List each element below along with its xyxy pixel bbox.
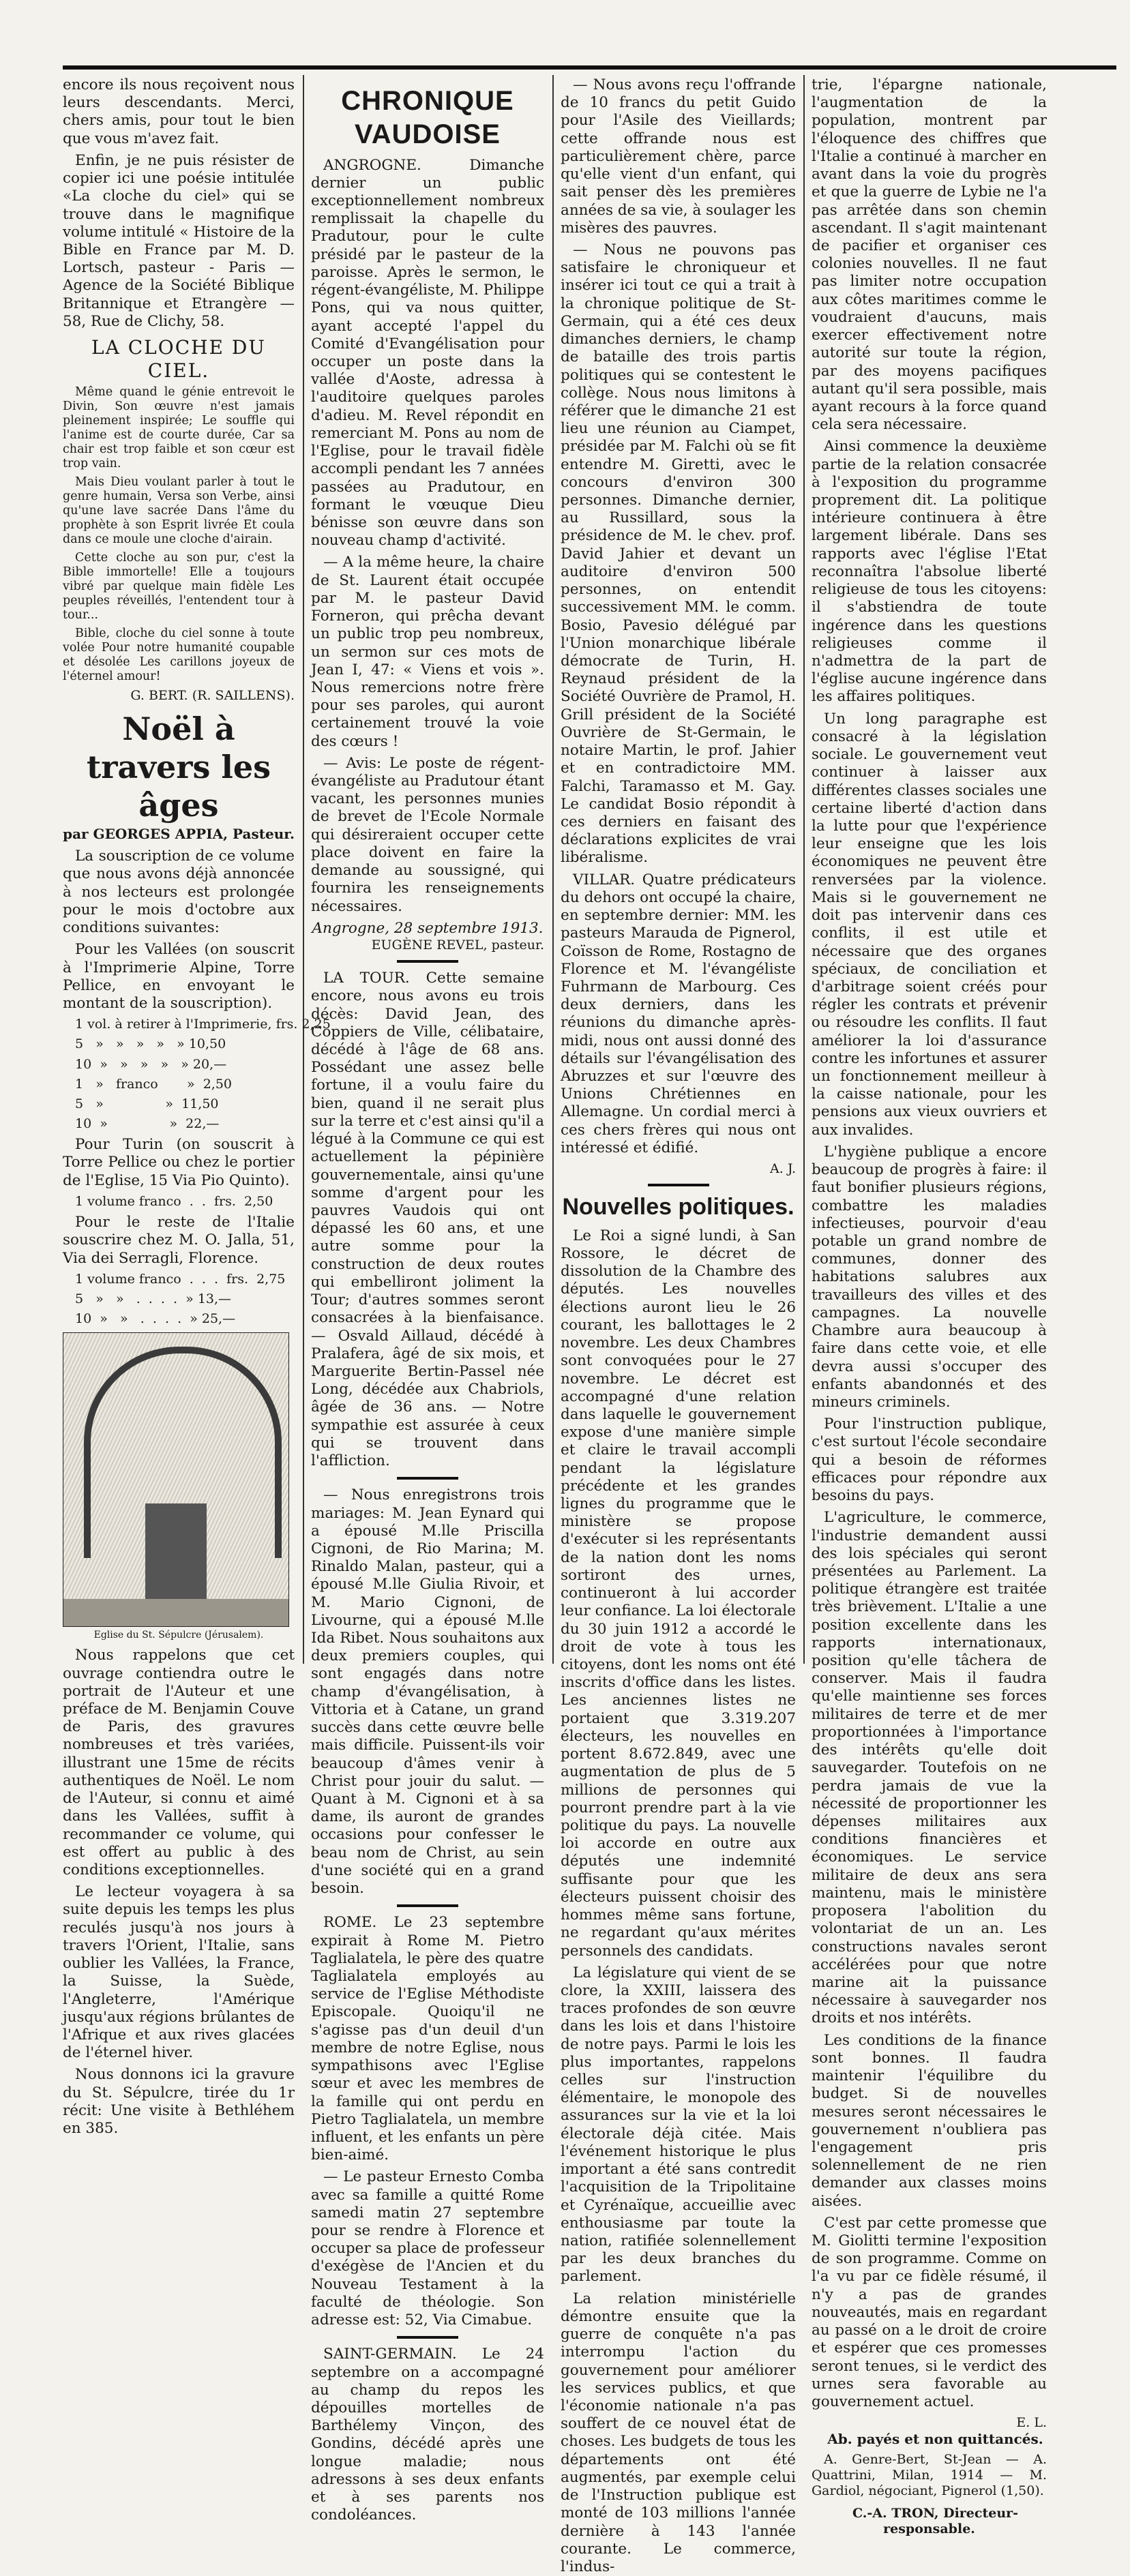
poem-stanza: Cette cloche au son pur, c'est la Bible immortelle! Elle a toujours vibré par quelque main fidèle Les peuples réveillés, l'entendent tour à tour... xyxy=(63,551,295,623)
tomb-shape xyxy=(145,1503,207,1606)
paragraph: Pour Turin (on souscrit à Torre Pellice ou chez le portier de l'Eglise, 15 Via Pio Quinto). xyxy=(63,1136,295,1189)
paragraph: — Avis: Le poste de régent-évangéliste au Pradutour étant vacant, les personnes munies de brevet de l'Ecole Normale qui désireraient occuper cette place doivent en faire la demande au soussigné, qui fournira les renseignements nécessaires. xyxy=(311,754,544,915)
paragraph: Pour les Vallées (on souscrit à l'Imprimerie Alpine, Torre Pellice, en envoyant le montant de la souscription). xyxy=(63,941,295,1013)
paragraph: L'agriculture, le commerce, l'industrie demandent aussi des lois spéciales qui seront présentées au Parlement. La politique étrangère est traitée très brièvement. L'Italie a une position excellente dans les rapports internationaux, position qu'elle tâchera de conserver. Mais il faudra qu'elle maintienne ses forces militaires de terre et de mer proportionnées à l'importance des intérêts qu'elle doit sauvegarder. Toutefois on ne perdra jamais de vue la nécessité de proportionner les dépenses militaires aux conditions financières et économiques. Le service militaire de deux ans sera maintenu, mais le ministère proposera l'abolition du volontariat de un an. Les constructions navales seront accélérées pour que notre marine ait la puissance nécessaire à sauvegarder nos droits et nos intérêts. xyxy=(812,1509,1047,2027)
poem-title: LA CLOCHE DU CIEL. xyxy=(91,336,266,383)
paragraph: trie, l'épargne nationale, l'augmentation de la population, montrent par l'éloquence des chiffres que l'Italie a continué à marcher en avant dans la voie du progrès et que la guerre de Lybie ne l'a pas arrêtée dans son chemin ascendant. Il s'agit maintenant de pacifier et organiser ces colonies nouvelles. Il ne faut pas limiter notre occupation aux côtes maritimes comme le voudraient d'aucuns, mais exercer effectivement notre autorité sur toute la région, par des moyens pacifiques autant qu'il sera possible, mais ayant recours à la force quand cela sera nécessaire. xyxy=(812,76,1047,434)
column-rule xyxy=(552,75,554,1664)
poem-stanza: Bible, cloche du ciel sonne à toute volée Pour notre humanité coupable et désolée Les carillons joyeux de l'éternel amour! xyxy=(63,627,295,684)
top-rule xyxy=(63,65,1116,70)
section-title-noel: Noël à travers les âges xyxy=(86,710,271,824)
price-line: 10 » » . . . . » 25,— xyxy=(75,1311,236,1327)
section-title-chronique: CHRONIQUE VAUDOISE xyxy=(341,86,514,149)
paragraph: La souscription de ce volume que nous avons déjà annoncée à nos lecteurs est prolongée pour le mois d'octobre aux conditions suivantes: xyxy=(63,848,295,937)
paragraph: Le Roi a signé lundi, à San Rossore, le décret de dissolution de la Chambre des députés. Les nouvelles élections auront lieu le 26 courant, les ballottages le 2 novembre. Les deux Chambres sont convoquées pour le 27 novembre. Le décret est accompagné d'une relation dans laquelle le gouvernement expose d'une manière simple et claire le travail accompli pendant la législature précédente et les grandes lignes du programme que le ministère se propose d'exécuter si les représentants de la nation dont les noms sortiront des urnes, continueront à lui accorder leur confiance. La loi électorale du 30 juin 1912 a accordé le droit de vote à tous les citoyens, dont les noms ont été inscrits d'office dans les listes. Les anciennes listes ne portaient que 3.319.207 électeurs, les nouvelles en portent 8.672.849, avec une augmentation de plus de 5 millions de personnes qui pourront prendre part à la vie politique du pays. La nouvelle loi accorde en outre aux députés une indemnité suffisante pour que les électeurs puissent choisir des hommes même sans fortune, ne regardant qu'aux mérites personnels des candidats. xyxy=(561,1227,796,1960)
paragraph: Le lecteur voyagera à sa suite depuis les temps les plus reculés jusqu'à nos jours à travers l'Orient, l'Italie, sans oublier les Vallées, la France, la Suisse, la Suède, l'Angleterre, l'Amérique jusqu'aux régions brûlantes de l'Afrique et aux rives glacées de l'éternel hiver. xyxy=(63,1883,295,2062)
paragraph: Pour le reste de l'Italie souscrire chez M. O. Jalla, 51, Via dei Serragli, Florence. xyxy=(63,1214,295,1267)
paragraph: La relation ministérielle démontre ensuite que la guerre de conquête n'a pas interrompu l'action du gouvernement pour améliorer les services publics, et que l'économie nationale n'a pas souffert de ce nouvel état de choses. Les budgets de tous les départements ont été augmentés, par exemple celui de l'Instruction publique est monté de 103 millions l'année dernière à 143 l'année courante. Le commerce, l'indus- xyxy=(561,2290,796,2575)
paragraph: — Nous enregistrons trois mariages: M. Jean Eynard qui a épousé M.lle Priscilla Cignoni, de Rio Marina; M. Rinaldo Malan, pasteur, qui a épousé M.lle Giulia Rivoir, et M. Mario Cignoni, de Livourne, qui a épousé M.lle Ida Ribet. Nous souhaitons aux deux premiers couples, qui sont engagés dans notre champ d'évangélisation, à Vittoria et à Catane, un grand succès dans cette œuvre belle mais difficile. Puissent-ils voir beaucoup d'âmes venir à Christ pour jouir du salut. — Quant à M. Cignoni et à sa dame, ils auront de grandes occasions pour confesser le beau nom de Christ, au sein d'une société qui en a grand besoin. xyxy=(311,1486,544,1898)
poem-stanza: Mais Dieu voulant parler à tout le genre humain, Versa son Verbe, ainsi qu'une lave sacrée Dans l'âme du prophète à son Esprit livrée Et coula dans ce moule une cloche d'airain. xyxy=(63,475,295,547)
paragraph: C'est par cette promesse que M. Giolitti termine l'exposition de son programme. Comme on l'a vu par ce fidèle résumé, il n'y a pas de grandes nouveautés, mais en regardant au passé on a le droit de croire et espérer que ces promesses seront tenues, si le verdict des urnes sera favorable au gouvernement actuel. xyxy=(812,2214,1047,2410)
column-rule xyxy=(303,75,304,1664)
price-line: 5 » » 11,50 xyxy=(75,1096,219,1111)
separator xyxy=(397,960,458,963)
column-1 xyxy=(63,76,331,2138)
price-line: 10 » » 22,— xyxy=(75,1116,220,1132)
poem-stanza: Même quand le génie entrevoit le Divin, Son œuvre n'est jamais pleinement inspirée; Le souffle qui l'anime est de courte durée, Car sa chair est trop faible et son cœur est trop vain. xyxy=(63,385,295,471)
subscriptions-list: A. Genre-Bert, St-Jean — A. Quattrini, Milan, 1914 — M. Gardiol, négociant, Pignerol (1,50). xyxy=(812,2451,1047,2499)
paragraph: SAINT-GERMAIN. Le 24 septembre on a accompagné au champ du repos les dépouilles mortelles de Barthélemy Vinçon, des Gondins, décédé après une longue maladie; nous adressons à ses deux enfants et à ses parents nos condoléances. xyxy=(311,2346,544,2524)
paragraph: — Nous avons reçu l'offrande de 10 francs du petit Guido pour l'Asile des Vieillards; cette offrande nous est particulièrement chère, parce qu'elle vient d'un enfant, qui sait penser dès les premières années de sa vie, à soulager les misères des pauvres. xyxy=(561,76,796,237)
paragraph: ROME. Le 23 septembre expirait à Rome M. Pietro Taglialatela, le père des quatre Taglialatela employés au service de l'Eglise Méthodiste Episcopale. Quoiqu'il ne s'agisse pas d'un deuil d'un membre de notre Eglise, nous sympathisons avec l'Eglise sœur et avec les membres de la famille qui ont perdu en Pietro Taglialatela, un membre influent, et les enfants un père bien-aimé. xyxy=(311,1914,544,2164)
price-line: 1 » franco » 2,50 xyxy=(75,1076,232,1092)
engraving-image xyxy=(63,1332,289,1627)
separator xyxy=(397,1477,458,1480)
paragraph: Nous rappelons que cet ouvrage contiendra outre le portrait de l'Auteur et une préface de M. Benjamin Couve de Paris, des gravures nombreuses et très variées, illustrant une 15me de récits authentiques de Noël. Le nom de l'Auteur, si connu et aimé dans les Vallées, suffit à recommander ce volume, qui est offert au public à des conditions exceptionnelles. xyxy=(63,1647,295,1878)
paragraph: — Le pasteur Ernesto Comba avec sa famille a quitté Rome samedi matin 27 septembre pour se rendre à Florence et occuper sa place de professeur d'exégèse de l'Ancien et du Nouveau Testament à la faculté de théologie. Son adresse est: 52, Via Cimabue. xyxy=(311,2168,544,2329)
paragraph: LA TOUR. Cette semaine encore, nous avons eu trois décès: David Jean, des Coppiers de Ville, célibataire, décédé à l'âge de 68 ans. Possédant une assez belle fortune, il a voulu faire du bien, quand il ne serait plus sur la terre et c'est ainsi qu'il a légué à la Commune ce qui est actuellement la pépinière gouvernementale, ainsi qu'une somme d'argent pour les pauvres Vaudois qui ont dépassé les 60 ans, et une autre somme pour la construction de deux routes qui embelliront joliment la Tour; d'autres sommes seront consacrées à la bienfaisance. — Osvald Aillaud, décédé à Pralafera, âgé de six mois, et Marguerite Bertin-Passel née Long, décédée aux Chabriols, âgée de 36 ans. — Notre sympathie est assurée à ceux qui se trouvent dans l'affliction. xyxy=(311,970,544,1470)
signature: E. L. xyxy=(1016,2415,1047,2431)
image-caption: Eglise du St. Sépulcre (Jérusalem). xyxy=(93,1630,264,1641)
subscriptions-title: Ab. payés et non quittancés. xyxy=(827,2431,1043,2448)
signature: EUGÈNE REVEL, pasteur. xyxy=(371,938,544,953)
separator xyxy=(648,1184,709,1186)
signature: A. J. xyxy=(770,1161,796,1177)
paragraph: Ainsi commence la deuxième partie de la relation consacrée à l'exposition du programme proprement dit. La politique intérieure continuera à être largement libérale. Dans ses rapports avec l'église l'Etat reconnaîtra l'absolue liberté religieuse de tous les citoyens: il s'abstiendra de toute ingérence dans les questions religieuses comme il n'admettra de la part de l'église aucune ingérence dans les affaires politiques. xyxy=(812,438,1047,706)
separator xyxy=(397,2336,458,2339)
paragraph: Nous donnons ici la gravure du St. Sépulcre, tirée du 1r récit: Une visite à Bethléhem en 385. xyxy=(63,2066,295,2138)
price-line: 5 » » » » » 10,50 xyxy=(75,1036,226,1052)
column-rule xyxy=(803,75,805,1664)
paragraph: Pour l'instruction publique, c'est surtout l'école secondaire qui a besoin de réformes efficaces pour répondre aux besoins du pays. xyxy=(812,1416,1047,1505)
paragraph: ANGROGNE. Dimanche dernier un public exceptionnellement nombreux remplissait la chapelle du Pradutour, pour le culte présidé par le pasteur de la paroisse. Après le sermon, le régent-évangéliste, M. Philippe Pons, qui va nous quitter, ayant accepté l'appel du Comité d'Evangélisation pour occuper un poste dans la vallée d'Aoste, adressa à l'auditoire quelques paroles d'adieu. M. Revel répondit en remerciant M. Pons au nom de l'Eglise, pour le travail fidèle accompli pendant les 7 années passées au Pradutour, en formant le vœuque Dieu bénisse son œuvre dans son nouveau champ d'activité. xyxy=(311,156,544,550)
price-line: 1 volume franco . . . frs. 2,75 xyxy=(75,1271,286,1287)
paragraph: — A la même heure, la chaire de St. Laurent était occupée par M. le pasteur David Forneron, qui prêcha devant un public trop peu nombreux, un sermon sur ces mots de Jean I, 47: « Viens et vois ». Nous remercions notre frère pour ses paroles, qui auront certainement trouvé la voie des cœurs ! xyxy=(311,554,544,750)
price-line: 1 vol. à retirer à l'Imprimerie, frs. 2,25 xyxy=(75,1017,331,1032)
separator xyxy=(397,1904,458,1907)
paragraph: Enfin, je ne puis résister de copier ici une poésie intitulée «La cloche du ciel» qui se trouve dans le magnifique volume intitulé « Histoire de la Bible en France par M. D. Lortsch, pasteur - Paris — Agence de la Société Biblique Britannique et Etrangère — 58, Rue de Clichy, 58. xyxy=(63,151,295,330)
column-3 xyxy=(561,76,796,2575)
paragraph: Les conditions de la finance sont bonnes. Il faudra maintenir l'équilibre du budget. Si de nouvelles mesures seront nécessaires le gouvernement n'oubliera pas l'engagement pris solennellement de ne rien demander aux classes moins aisées. xyxy=(812,2031,1047,2210)
paragraph: Un long paragraphe est consacré à la législation sociale. Le gouvernement veut continuer à laisser aux différentes classes sociales une certaine liberté d'action dans la lutte pour que l'expérience leur enseigne que les lois économiques ne peuvent être renversées par la violence. Mais si le gouvernement ne doit pas intervenir dans ces conflits, il est utile et nécessaire que des organes spéciaux, de conciliation et d'arbitrage soient créés pour régler les contrats et prévenir ou résoudre les conflits. Il faut améliorer la loi d'assurance contre les infortunes et assurer un fonctionnement meilleur à la caisse nationale, pour les pensions aux vieux ouvriers et aux invalides. xyxy=(812,710,1047,1139)
editor-line: C.-A. TRON, Directeur-responsable. xyxy=(852,2506,1019,2537)
paragraph: VILLAR. Quatre prédicateurs du dehors ont occupé la chaire, en septembre dernier: MM. les pasteurs Marauda de Pignerol, Coïsson de Rome, Rostagno de Florence et M. l'évangéliste Fuhrmann de Marbourg. Ces deux derniers, dans les réunions du dimanche après-midi, nous ont aussi donné des détails sur l'évangélisation des Abruzzes et sur l'œuvre des Unions Chrétiennes en Allemagne. Un cordial merci à ces chers frères qui nous ont intéressé et édifié. xyxy=(561,871,796,1156)
paragraph: L'hygiène publique a encore beaucoup de progrès à faire: il faut bonifier plusieurs régions, combattre les maladies infectieuses, pourvoir d'eau potable un grand nombre de communes, donner des habitations salubres aux travailleurs des villes et des campagnes. La nouvelle Chambre aura beaucoup à faire dans cette voie, et elle devra aussi s'occuper des enfants abandonnés et des mineurs criminels. xyxy=(812,1143,1047,1411)
price-line: 1 volume franco . . frs. 2,50 xyxy=(75,1193,273,1209)
column-2 xyxy=(311,76,544,2524)
floor-shape xyxy=(63,1599,288,1626)
paragraph: — Nous ne pouvons pas satisfaire le chroniqueur et insérer ici tout ce qui a trait à la chronique politique de St-Germain, qui a été ces deux dimanches derniers, le champ de bataille des trois partis politiques qui se contestent le collège. Nous nous limitons à référer que le dimanche 21 est lieu une réunion au Ciampet, présidée par M. Falchi où se fit entendre M. Giretti, avec le concours d'environ 300 personnes. Dimanche dernier, au Russillard, sous la présidence de M. le chev. prof. David Jahier et devant un auditoire d'environ 500 personnes, on entendit successivement MM. le comm. Bosio, Pavesio délégué par l'Union monarchique libérale démocrate de Turin, H. Reynaud président de la Société Ouvrière de Pramol, H. Grill président de la Société Ouvrière de St-Germain, le notaire Martin, le prof. Jahier et en contradictoire MM. Falchi, Taramasso et M. Gay. Le candidat Bosio répondit à ces derniers en faisant des déclarations explicites de vrai libéralisme. xyxy=(561,241,796,867)
column-4 xyxy=(812,76,1047,2537)
paragraph: La législature qui vient de se clore, la XXIII, laissera des traces profondes de son œuvre dans les lois et dans l'histoire de notre pays. Parmi le lois les plus importantes, rappelons celles sur l'instruction élémentaire, le monopole des assurances sur la vie et la loi électorale déjà citée. Mais l'événement historique le plus important a été sans contredit l'acquisition de la Tripolitaine et Cyrénaïque, accueillie avec enthousiasme par toute la nation, ratifiée solennellement par les deux branches du parlement. xyxy=(561,1964,796,2286)
section-title-nouvelles: Nouvelles politiques. xyxy=(562,1194,794,1220)
paragraph: encore ils nous reçoivent nous leurs descendants. Merci, chers amis, pour tout le bien que vous m'avez fait. xyxy=(63,76,295,147)
byline: par GEORGES APPIA, Pasteur. xyxy=(63,825,295,842)
price-line: 5 » » . . . . » 13,— xyxy=(75,1291,232,1306)
poem-signature: G. BERT. (R. SAILLENS). xyxy=(130,688,295,704)
dateline: Angrogne, 28 septembre 1913. xyxy=(312,919,544,937)
price-line: 10 » » » » » 20,— xyxy=(75,1056,227,1072)
